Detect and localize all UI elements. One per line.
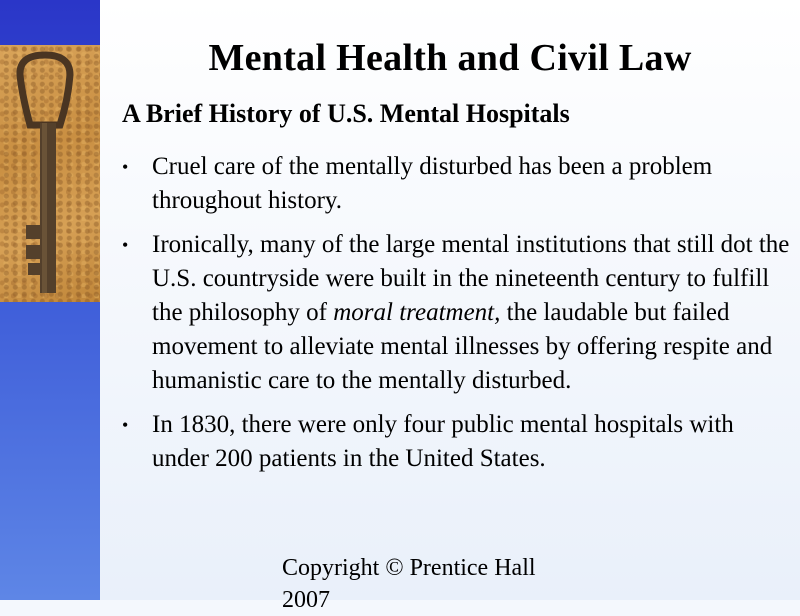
- bullet-icon: •: [122, 415, 129, 435]
- bullet-item: [122, 228, 792, 398]
- slide-subtitle: A Brief History of U.S. Mental Hospitals: [122, 99, 570, 128]
- bullet-text: Ironically, many of the large mental institutions that still dot the U.S. countryside were built in the nineteenth century to fulfill the philosophy of: [152, 231, 790, 326]
- slide-title: Mental Health and Civil Law: [208, 37, 692, 79]
- bullet-list: [122, 150, 792, 486]
- key-photo: [0, 45, 100, 302]
- bullet-item: [122, 150, 792, 218]
- bullet-emphasis: moral treatment,: [333, 299, 501, 326]
- key-icon: [0, 45, 100, 302]
- bullet-text: the laudable but failed movement to alleviate mental illnesses by offering respite and humanistic care to the mentally disturbed.: [152, 299, 773, 394]
- bullet-icon: •: [122, 235, 129, 255]
- bullet-item: [122, 408, 792, 476]
- slide-content: [100, 0, 800, 613]
- bullet-text: Cruel care of the mentally disturbed has been a problem throughout history.: [152, 153, 713, 214]
- copyright-footer: Copyright © Prentice Hall 2007: [282, 555, 536, 613]
- bullet-icon: •: [122, 157, 129, 177]
- bullet-text: In 1830, there were only four public mental hospitals with under 200 patients in the United States.: [152, 411, 734, 472]
